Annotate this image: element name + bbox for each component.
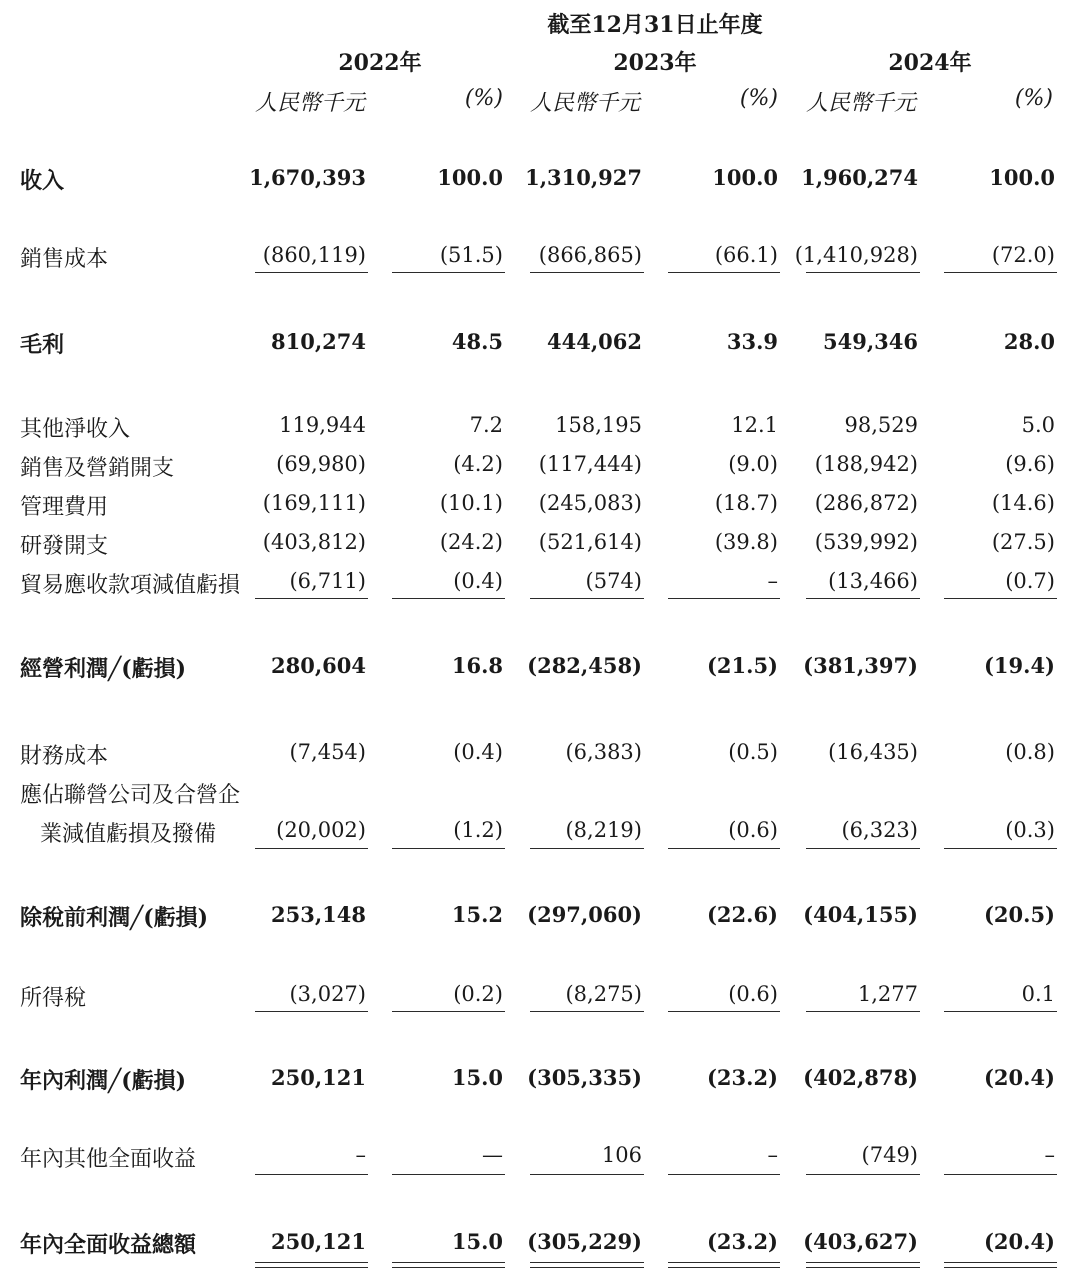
- underline-rule: [530, 1174, 644, 1175]
- percent-cell: 100.0: [712, 165, 778, 190]
- unit-pct-2024: (%): [1014, 86, 1053, 111]
- amount-cell: (6,323): [841, 818, 918, 842]
- underline-rule: [944, 848, 1057, 849]
- percent-cell: (0.7): [1005, 569, 1055, 593]
- percent-cell: (21.5): [706, 653, 778, 678]
- underline-rule: [944, 1011, 1057, 1012]
- percent-cell: (23.2): [706, 1229, 778, 1254]
- year-2023-header: 2023年: [613, 50, 697, 76]
- amount-cell: (1,410,928): [794, 243, 918, 267]
- double-underline-rule: [530, 1262, 644, 1268]
- underline-rule: [668, 598, 780, 599]
- underline-rule: [806, 1174, 920, 1175]
- amount-cell: (188,942): [814, 452, 918, 476]
- amount-cell: 1,960,274: [801, 165, 918, 190]
- percent-cell: 7.2: [469, 413, 503, 437]
- amount-cell: (7,454): [289, 740, 366, 764]
- percent-cell: (20.4): [983, 1065, 1055, 1090]
- row-label: 銷售成本: [20, 247, 109, 272]
- row-label: 年內利潤╱(虧損): [20, 1068, 187, 1094]
- percent-cell: (0.6): [728, 982, 778, 1006]
- amount-cell: (305,229): [527, 1229, 642, 1254]
- row-label: 所得稅: [20, 986, 87, 1011]
- underline-rule: [255, 1174, 368, 1175]
- underline-rule: [530, 1011, 644, 1012]
- row-label: 毛利: [20, 332, 65, 358]
- underline-rule: [806, 848, 920, 849]
- underline-rule: [392, 848, 505, 849]
- percent-cell: –: [767, 569, 778, 593]
- row-label: 研發開支: [20, 534, 109, 559]
- percent-cell: 5.0: [1021, 413, 1055, 437]
- double-underline-rule: [392, 1262, 505, 1268]
- year-2022-header: 2022年: [338, 50, 422, 76]
- amount-cell: (860,119): [262, 243, 366, 267]
- underline-rule: [255, 272, 368, 273]
- amount-cell: (402,878): [803, 1065, 918, 1090]
- percent-cell: (9.6): [1005, 452, 1055, 476]
- row-label: 收入: [20, 168, 65, 194]
- underline-rule: [530, 272, 644, 273]
- underline-rule: [255, 598, 368, 599]
- percent-cell: 33.9: [726, 329, 778, 354]
- underline-rule: [255, 848, 368, 849]
- amount-cell: 810,274: [271, 329, 366, 354]
- double-underline-rule: [944, 1262, 1057, 1268]
- unit-pct-2022: (%): [464, 86, 503, 111]
- percent-cell: (20.4): [983, 1229, 1055, 1254]
- amount-cell: 549,346: [823, 329, 918, 354]
- row-label: 業減值虧損及撥備: [40, 822, 217, 847]
- percent-cell: (72.0): [991, 243, 1055, 267]
- amount-cell: (169,111): [262, 491, 366, 515]
- percent-cell: 15.0: [451, 1065, 503, 1090]
- double-underline-rule: [255, 1262, 368, 1268]
- amount-cell: (286,872): [814, 491, 918, 515]
- percent-cell: (20.5): [983, 902, 1055, 927]
- percent-cell: (0.2): [453, 982, 503, 1006]
- percent-cell: 15.0: [451, 1229, 503, 1254]
- amount-cell: 253,148: [271, 902, 366, 927]
- percent-cell: (14.6): [991, 491, 1055, 515]
- amount-cell: (3,027): [289, 982, 366, 1006]
- underline-rule: [668, 848, 780, 849]
- row-label: 年內全面收益總額: [20, 1232, 197, 1258]
- amount-cell: (16,435): [828, 740, 918, 764]
- underline-rule: [668, 1174, 780, 1175]
- amount-cell: (69,980): [276, 452, 366, 476]
- row-label: 財務成本: [20, 744, 109, 769]
- row-label: 應佔聯營公司及合營企: [20, 783, 241, 808]
- amount-cell: (8,219): [565, 818, 642, 842]
- amount-cell: –: [355, 1143, 366, 1167]
- percent-cell: (0.3): [1005, 818, 1055, 842]
- percent-cell: (18.7): [714, 491, 778, 515]
- percent-cell: —: [482, 1143, 503, 1167]
- amount-cell: (6,711): [289, 569, 366, 593]
- underline-rule: [944, 272, 1057, 273]
- unit-amount-2024: 人民幣千元: [806, 91, 917, 116]
- amount-cell: 98,529: [844, 413, 918, 437]
- amount-cell: (521,614): [538, 530, 642, 554]
- underline-rule: [944, 598, 1057, 599]
- percent-cell: 0.1: [1021, 982, 1055, 1006]
- underline-rule: [392, 1011, 505, 1012]
- amount-cell: (381,397): [803, 653, 918, 678]
- amount-cell: (403,812): [262, 530, 366, 554]
- underline-rule: [668, 1011, 780, 1012]
- percent-cell: (39.8): [714, 530, 778, 554]
- period-header: 截至12月31日止年度: [547, 12, 763, 38]
- row-label: 年內其他全面收益: [20, 1147, 197, 1172]
- double-underline-rule: [806, 1262, 920, 1268]
- percent-cell: 100.0: [437, 165, 503, 190]
- row-label: 其他淨收入: [20, 417, 131, 442]
- amount-cell: (574): [585, 569, 642, 593]
- amount-cell: 250,121: [271, 1229, 366, 1254]
- amount-cell: (866,865): [538, 243, 642, 267]
- percent-cell: (0.5): [728, 740, 778, 764]
- percent-cell: (23.2): [706, 1065, 778, 1090]
- percent-cell: (24.2): [439, 530, 503, 554]
- amount-cell: (117,444): [538, 452, 642, 476]
- amount-cell: (297,060): [527, 902, 642, 927]
- percent-cell: 28.0: [1003, 329, 1055, 354]
- percent-cell: 48.5: [451, 329, 503, 354]
- percent-cell: (66.1): [714, 243, 778, 267]
- percent-cell: (0.8): [1005, 740, 1055, 764]
- amount-cell: (749): [861, 1143, 918, 1167]
- percent-cell: (4.2): [453, 452, 503, 476]
- amount-cell: (539,992): [814, 530, 918, 554]
- underline-rule: [806, 272, 920, 273]
- amount-cell: 158,195: [555, 413, 642, 437]
- amount-cell: 1,277: [857, 982, 918, 1006]
- row-label: 管理費用: [20, 495, 109, 520]
- underline-rule: [944, 1174, 1057, 1175]
- amount-cell: (13,466): [828, 569, 918, 593]
- underline-rule: [255, 1011, 368, 1012]
- underline-rule: [392, 598, 505, 599]
- amount-cell: 250,121: [271, 1065, 366, 1090]
- amount-cell: 1,670,393: [249, 165, 366, 190]
- row-label: 銷售及營銷開支: [20, 456, 175, 481]
- amount-cell: 1,310,927: [525, 165, 642, 190]
- underline-rule: [668, 272, 780, 273]
- amount-cell: (282,458): [527, 653, 642, 678]
- unit-amount-2023: 人民幣千元: [530, 91, 641, 116]
- percent-cell: (22.6): [706, 902, 778, 927]
- amount-cell: (404,155): [803, 902, 918, 927]
- percent-cell: (0.4): [453, 740, 503, 764]
- underline-rule: [806, 1011, 920, 1012]
- underline-rule: [530, 848, 644, 849]
- percent-cell: 12.1: [731, 413, 778, 437]
- underline-rule: [806, 598, 920, 599]
- amount-cell: (245,083): [538, 491, 642, 515]
- percent-cell: (51.5): [439, 243, 503, 267]
- percent-cell: (10.1): [439, 491, 503, 515]
- percent-cell: (0.6): [728, 818, 778, 842]
- percent-cell: 16.8: [451, 653, 503, 678]
- amount-cell: 280,604: [271, 653, 366, 678]
- amount-cell: (305,335): [527, 1065, 642, 1090]
- amount-cell: (6,383): [565, 740, 642, 764]
- percent-cell: (19.4): [983, 653, 1055, 678]
- amount-cell: (403,627): [803, 1229, 918, 1254]
- underline-rule: [530, 598, 644, 599]
- underline-rule: [392, 1174, 505, 1175]
- row-label: 貿易應收款項減值虧損: [20, 573, 241, 598]
- unit-pct-2023: (%): [739, 86, 778, 111]
- percent-cell: –: [1044, 1143, 1055, 1167]
- amount-cell: 106: [601, 1143, 642, 1167]
- percent-cell: 15.2: [451, 902, 503, 927]
- year-2024-header: 2024年: [888, 50, 972, 76]
- underline-rule: [392, 272, 505, 273]
- percent-cell: (9.0): [728, 452, 778, 476]
- percent-cell: 100.0: [989, 165, 1055, 190]
- amount-cell: (20,002): [276, 818, 366, 842]
- amount-cell: 119,944: [279, 413, 366, 437]
- unit-amount-2022: 人民幣千元: [255, 91, 366, 116]
- percent-cell: (0.4): [453, 569, 503, 593]
- row-label: 經營利潤╱(虧損): [20, 656, 187, 682]
- percent-cell: (1.2): [453, 818, 503, 842]
- double-underline-rule: [668, 1262, 780, 1268]
- amount-cell: (8,275): [565, 982, 642, 1006]
- percent-cell: (27.5): [991, 530, 1055, 554]
- amount-cell: 444,062: [547, 329, 642, 354]
- percent-cell: –: [767, 1143, 778, 1167]
- row-label: 除稅前利潤╱(虧損): [20, 905, 209, 931]
